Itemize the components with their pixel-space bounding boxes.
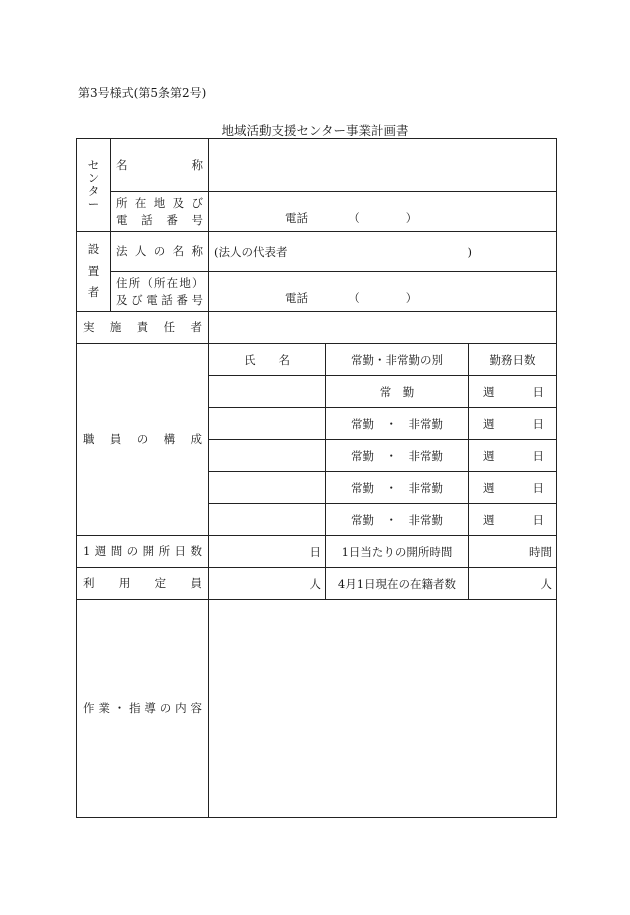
founder-phone-text: 電話 （ ）: [285, 291, 418, 305]
center-address-label: 所在地及び 電話番号: [111, 192, 209, 232]
staff-duty-type: 常勤 ・ 非常勤: [326, 440, 469, 472]
staff-name-field[interactable]: [209, 440, 326, 472]
staff-name-field[interactable]: [209, 408, 326, 440]
staff-name-field[interactable]: [209, 472, 326, 504]
business-plan-form: [76, 138, 557, 818]
open-days-label: 1週間の開所日数: [77, 536, 209, 568]
staff-work-days[interactable]: 週 日: [469, 440, 557, 472]
representative-close: ): [467, 244, 472, 259]
staff-work-days[interactable]: 週 日: [469, 376, 557, 408]
enrolled-field[interactable]: 人: [469, 568, 557, 600]
staff-duty-type: 常勤 ・ 非常勤: [326, 408, 469, 440]
center-name-label: 名 称: [111, 139, 209, 192]
staff-header-name: 氏 名: [209, 344, 326, 376]
capacity-field[interactable]: 人: [209, 568, 326, 600]
open-hours-field[interactable]: 時間: [469, 536, 557, 568]
open-days-field[interactable]: 日: [209, 536, 326, 568]
staff-work-days[interactable]: 週 日: [469, 472, 557, 504]
staff-label: 職員の構成: [77, 344, 209, 536]
responsible-field[interactable]: [209, 312, 557, 344]
responsible-label: 実施責任者: [77, 312, 209, 344]
founder-address-label: 住所（所在地） 及び電話番号: [111, 272, 209, 312]
staff-duty-type: 常 勤: [326, 376, 469, 408]
corp-name-field[interactable]: [209, 232, 557, 272]
work-content-field[interactable]: [209, 600, 557, 818]
center-group-label: センター: [77, 139, 111, 232]
staff-work-days[interactable]: 週 日: [469, 504, 557, 536]
work-content-label: 作業・指導の内容: [77, 600, 209, 818]
staff-header-type: 常勤・非常勤の別: [326, 344, 469, 376]
representative-text: (法人の代表者: [214, 244, 288, 259]
staff-name-field[interactable]: [209, 376, 326, 408]
corp-name-label: 法人の名称: [111, 232, 209, 272]
center-phone-text: 電話 （ ）: [285, 211, 418, 225]
enrolled-label: 4月1日現在の在籍者数: [326, 568, 469, 600]
form-number: 第3号様式(第5条第2号): [78, 86, 207, 100]
founder-address-field[interactable]: [209, 272, 557, 312]
staff-duty-type: 常勤 ・ 非常勤: [326, 504, 469, 536]
page-title: 地域活動支援センター事業計画書: [221, 123, 409, 138]
founder-group-label: 設置者: [77, 232, 111, 312]
staff-name-field[interactable]: [209, 504, 326, 536]
staff-work-days[interactable]: 週 日: [469, 408, 557, 440]
staff-header-days: 勤務日数: [469, 344, 557, 376]
center-name-field[interactable]: [209, 139, 557, 192]
staff-duty-type: 常勤 ・ 非常勤: [326, 472, 469, 504]
capacity-label: 利用定員: [77, 568, 209, 600]
open-hours-label: 1日当たりの開所時間: [326, 536, 469, 568]
center-address-field[interactable]: [209, 192, 557, 232]
